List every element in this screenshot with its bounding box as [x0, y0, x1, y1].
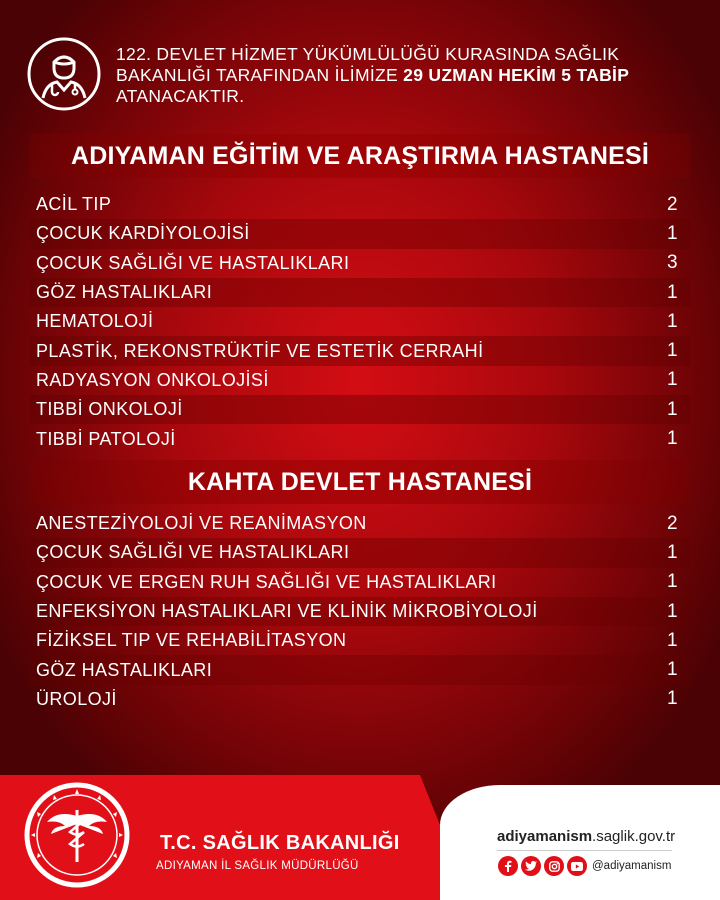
specialty-name: TIBBİ PATOLOJİ — [36, 428, 176, 449]
announcement-highlight: 29 UZMAN HEKİM 5 TABİP — [403, 65, 630, 85]
directorate-name: ADIYAMAN İL SAĞLIK MÜDÜRLÜĞÜ — [156, 860, 359, 872]
specialty-count: 1 — [667, 398, 678, 420]
specialty-count: 1 — [667, 600, 678, 622]
specialty-name: PLASTİK, REKONSTRÜKTİF VE ESTETİK CERRAHİ — [36, 340, 484, 361]
ministry-emblem-icon — [22, 780, 132, 890]
specialty-count: 1 — [667, 281, 678, 303]
list-item — [30, 597, 690, 626]
section-title-adiyaman: ADIYAMAN EĞİTİM VE ARAŞTIRMA HASTANESİ — [30, 134, 690, 178]
specialty-count: 1 — [667, 369, 678, 391]
specialty-count: 1 — [667, 222, 678, 244]
specialty-name: GÖZ HASTALIKLARI — [36, 282, 213, 303]
section-title-kahta: KAHTA DEVLET HASTANESİ — [30, 460, 690, 504]
specialty-count: 3 — [667, 252, 678, 274]
list-item — [30, 249, 690, 278]
specialty-count: 1 — [667, 310, 678, 332]
list-item — [30, 655, 690, 684]
specialty-count: 1 — [667, 340, 678, 362]
list-item — [30, 509, 690, 538]
announcement-line-1: 122. DEVLET HİZMET YÜKÜMLÜLÜĞÜ KURASINDA SAĞLIK — [116, 44, 620, 64]
list-item — [30, 336, 690, 365]
ministry-name: T.C. SAĞLIK BAKANLIĞI — [160, 832, 400, 854]
specialty-count: 1 — [667, 688, 678, 710]
list-item — [30, 395, 690, 424]
specialty-name: ÇOCUK KARDİYOLOJİSİ — [36, 223, 250, 244]
specialty-name: RADYASYON ONKOLOJİSİ — [36, 369, 269, 390]
website-link[interactable] — [497, 828, 675, 845]
specialty-name: ACİL TIP — [36, 194, 112, 215]
list-item — [30, 685, 690, 714]
header — [26, 36, 696, 116]
specialty-name: TIBBİ ONKOLOJİ — [36, 399, 183, 420]
specialty-name: HEMATOLOJİ — [36, 311, 154, 332]
list-kahta — [30, 509, 690, 714]
specialty-count: 1 — [667, 629, 678, 651]
list-item — [30, 626, 690, 655]
specialty-name: ÇOCUK SAĞLIĞI VE HASTALIKLARI — [36, 542, 350, 563]
specialty-count: 1 — [667, 659, 678, 681]
social-handle: @adiyamanism — [592, 860, 672, 872]
announcement-line-3: ATANACAKTIR. — [116, 86, 245, 106]
list-adiyaman — [30, 190, 690, 454]
specialty-name: FİZİKSEL TIP VE REHABİLİTASYON — [36, 630, 347, 651]
specialty-name: ÇOCUK VE ERGEN RUH SAĞLIĞI VE HASTALIKLARI — [36, 571, 497, 592]
list-item — [30, 538, 690, 567]
list-item — [30, 219, 690, 248]
youtube-icon[interactable] — [567, 856, 587, 876]
facebook-icon[interactable] — [498, 856, 518, 876]
list-item — [30, 307, 690, 336]
specialty-count: 1 — [667, 571, 678, 593]
list-item — [30, 424, 690, 453]
website-domain-bold: adiyamanism — [497, 828, 593, 845]
specialty-count: 2 — [667, 512, 678, 534]
specialty-name: GÖZ HASTALIKLARI — [36, 659, 213, 680]
announcement-line-2 — [116, 65, 696, 86]
list-item — [30, 568, 690, 597]
footer-divider — [497, 850, 672, 851]
list-item — [30, 278, 690, 307]
announcement-line-2-text: BAKANLIĞI TARAFINDAN İLİMİZE — [116, 65, 398, 85]
doctor-icon — [26, 36, 102, 112]
instagram-icon[interactable] — [544, 856, 564, 876]
social-links — [498, 856, 671, 876]
specialty-name: ANESTEZİYOLOJİ VE REANİMASYON — [36, 513, 367, 534]
specialty-name: ENFEKSİYON HASTALIKLARI VE KLİNİK MİKROBİYOLOJİ — [36, 601, 538, 622]
twitter-icon[interactable] — [521, 856, 541, 876]
list-item — [30, 190, 690, 219]
announcement-text — [116, 44, 696, 107]
list-item — [30, 366, 690, 395]
specialty-count: 1 — [667, 541, 678, 563]
specialty-name: ÇOCUK SAĞLIĞI VE HASTALIKLARI — [36, 252, 350, 273]
specialty-count: 1 — [667, 428, 678, 450]
specialty-count: 2 — [667, 193, 678, 215]
website-domain-rest: .saglik.gov.tr — [592, 828, 676, 845]
specialty-name: ÜROLOJİ — [36, 688, 117, 709]
